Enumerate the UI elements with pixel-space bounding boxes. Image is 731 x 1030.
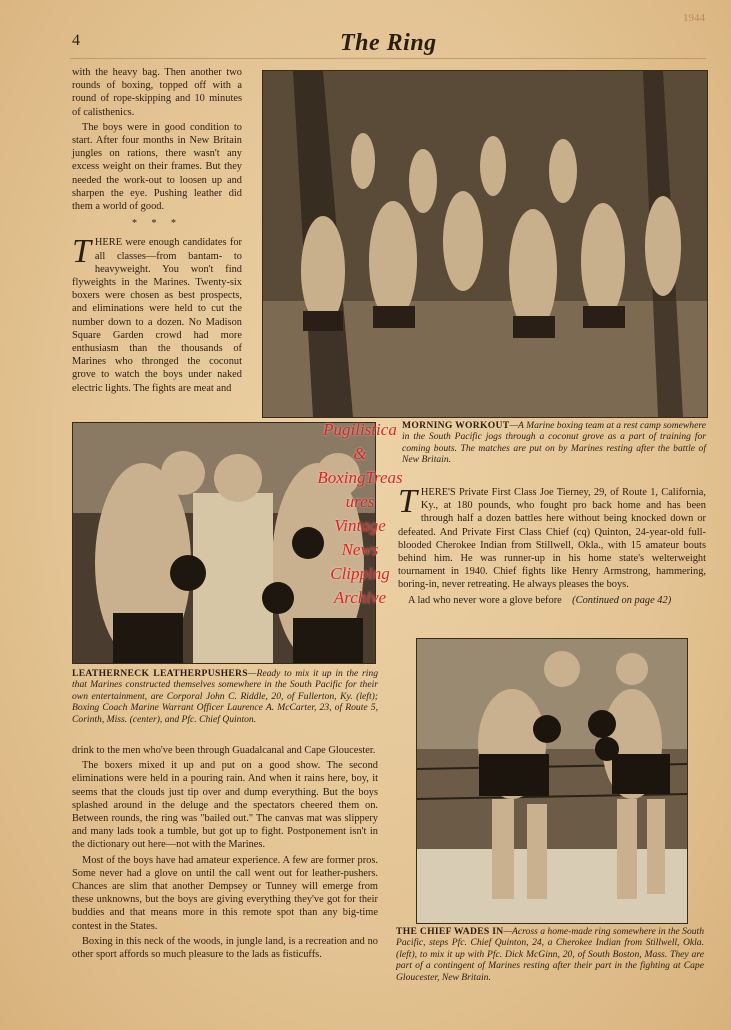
paragraph: Boxing in this neck of the woods, in jungle land, is a recreation and no other sport affords so much pleasure to the lads as fisticuffs. xyxy=(72,935,378,961)
section-separator: * * * xyxy=(132,218,182,230)
page-number: 4 xyxy=(72,32,80,49)
archive-watermark xyxy=(300,418,420,610)
bottom-left-column-text xyxy=(72,744,378,963)
paragraph: The boxers mixed it up and put on a good show. The second eliminations were held in a pouring rain. And when it rains here, boy, it seems that the clouds just tip over and dump everything. But the boys splashed around in the deluge and the spectators cheered them on. Between rounds, the ring was "bailed out." The canvas mat was slippery and many lads took a tumble, but got up to fight. Postponement isn't in the dictionary out here—not with the Marines. xyxy=(72,760,378,851)
watermark-line: Clipping xyxy=(330,564,390,583)
drop-cap: T xyxy=(72,233,91,271)
watermark-line: Archive xyxy=(333,588,387,607)
continued-note: (Continued on page 42) xyxy=(572,594,672,606)
watermark-line: ures xyxy=(345,492,375,511)
caption-head: THE CHIEF WADES IN xyxy=(396,926,504,937)
archive-mark: 1944 xyxy=(683,12,705,24)
caption-head: LEATHERNECK LEATHERPUSHERS xyxy=(72,668,248,679)
watermark-line: Pugilistica xyxy=(323,420,397,439)
paragraph: The boys were in good condition to start. After four months in New Britain jungles on rations, there wasn't any excess weight on their frames. But they needed the work-out to loosen up and sharpen the eye. Pushing leather did them a world of good. xyxy=(72,121,242,213)
photo-image xyxy=(263,71,707,417)
paragraph: drink to the men who've been through Guadalcanal and Cape Gloucester. xyxy=(72,745,376,756)
watermark-line: Vintage xyxy=(334,516,386,535)
watermark-line: News xyxy=(341,540,379,559)
photo1-caption: MORNING WORKOUT—A Marine boxing team at a rest camp somewhere in the South Pacific jogs through a coconut grove as a part of training for coming bouts. The matches are put on by Marines resting after the battle of New Britain. xyxy=(402,420,706,466)
paragraph: with the heavy bag. Then another two rounds of boxing, topped off with a round of rope-skipping and 10 minutes of calisthenics. xyxy=(72,67,242,118)
paragraph: A lad who never wore a glove before (Continued on page 42) xyxy=(408,594,672,606)
right-column-text xyxy=(398,483,706,609)
paragraph: THERE were enough candidates for all classes—from bantam- to heavyweight. You won't find flyweights in the Marines. Twenty-six boxers were chosen as best prospects, and eliminations were held to cut the number down to a dozen. No Madison Square Garden crowd had more enthusiasm than the thousands of Marines who thronged the coconut grove to watch the boys under naked electric lights. The fights are meat and xyxy=(72,233,242,394)
drop-cap: T xyxy=(398,483,417,520)
watermark-line: BoxingTreas xyxy=(317,468,403,487)
paragraph: Most of the boys have had amateur experience. A few are former pros. Some never had a glove on until the call went out for leather-pushers. Chances are slim that another Dempsey or Tunney will emerge from these unknowns, but the boys are giving everything they've got for their buddies and that means more in this remote spot than any big-time contest in the States. xyxy=(72,854,378,932)
paragraph: THERE'S Private First Class Joe Tierney, 29, of Route 1, California, Ky., at 180 pounds, who fought pro back home and has been through half a dozen battles here without being knocked down or defeated. And Private First Class Chief (cq) Quinton, 24-year-old full-blooded Cherokee Indian from Stillwell, Okla., with 15 amateur bouts behind him. He was runner-up in his home state's welterweight tournament in 1940. Chief fights like Henry Armstrong, hammering, boring-in, never retreating. He always pleases the boys. xyxy=(398,483,706,591)
caption-head: MORNING WORKOUT xyxy=(402,420,510,431)
photo3-caption: THE CHIEF WADES IN—Across a home-made ring somewhere in the South Pacific, steps Pfc. Chief Quinton, 24, a Cherokee Indian from Stillwell, Okla. (left), to mix it up with Pfc. Dick McGinn, 20, of South Boston, Mass. They are part of a contingent of Marines resting after their part in the fighting at Cape Gloucester, New Britain. xyxy=(396,926,705,983)
header-rule xyxy=(70,58,706,59)
photo-chief-wades-in xyxy=(416,638,688,924)
photo-morning-workout xyxy=(262,70,708,418)
left-column-text xyxy=(72,66,242,397)
watermark-line: & xyxy=(353,444,367,463)
photo-image xyxy=(417,639,687,923)
photo2-caption: LEATHERNECK LEATHERPUSHERS—Ready to mix it up in the ring that Marines constructed themselves somewhere in the South Pacific for their own entertainment, are Corporal John C. Riddle, 20, of Fullerton, Ky. (left); Boxing Coach Marine Warrant Officer Laurence A. McCarter, 23, of Route 5, Corinth, Miss. (center), and Pfc. Chief Quinton. xyxy=(72,668,378,725)
masthead: The Ring xyxy=(340,30,437,56)
